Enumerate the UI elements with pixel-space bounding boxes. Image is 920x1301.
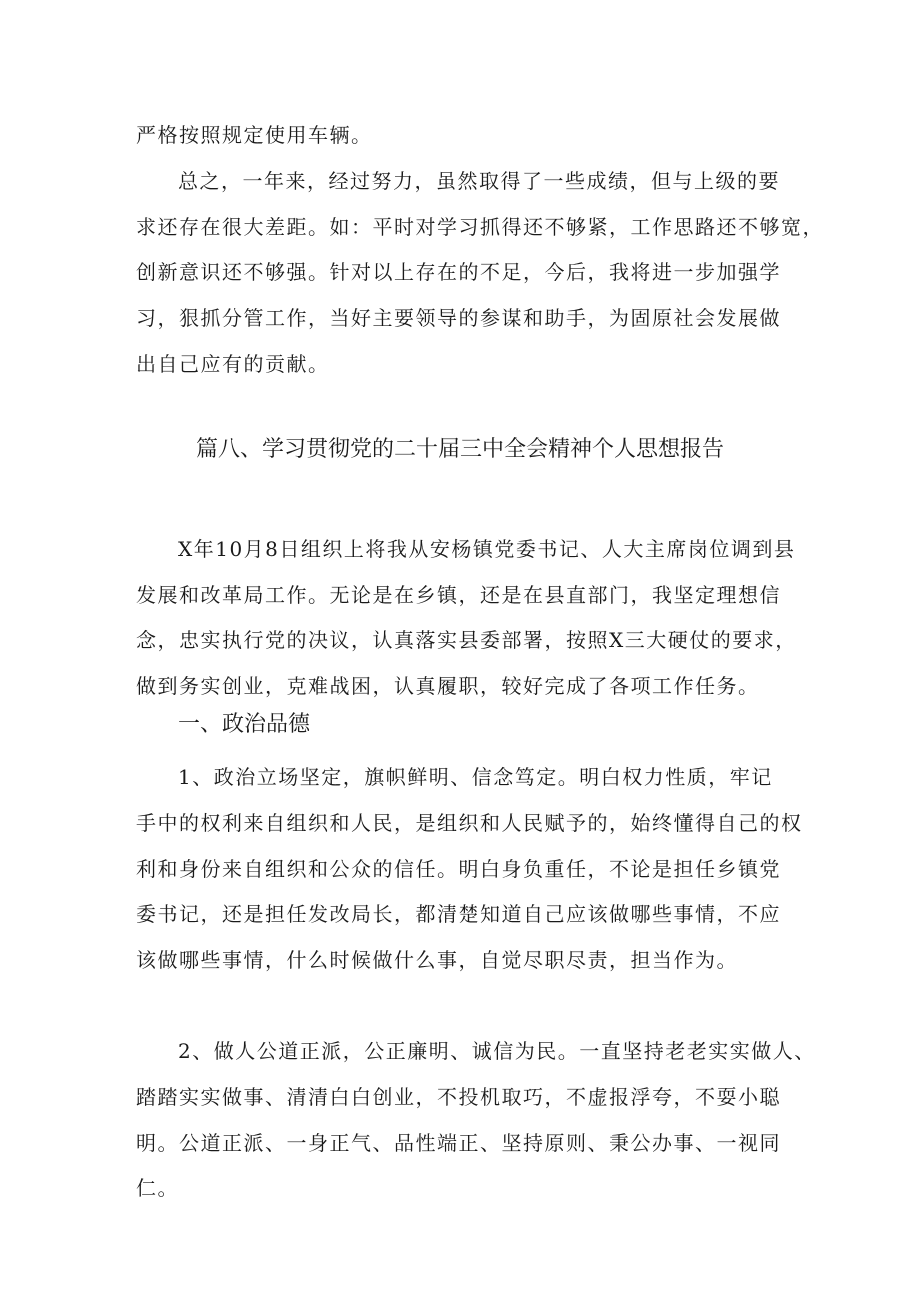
point-2-line: 踏踏实实做事、清清白白创业，不投机取巧，不虚报浮夸，不耍小聪: [136, 1085, 781, 1109]
opening-line: 发展和改革局工作。无论是在乡镇，还是在县直部门，我坚定理想信: [136, 583, 781, 607]
point-1-line: 1、政治立场坚定，旗帜鲜明、信念笃定。明白权力性质，牢记: [178, 765, 773, 789]
intro-line: 严格按照规定使用车辆。: [136, 123, 373, 147]
opening-line: 念，忠实执行党的决议，认真落实县委部署，按照X三大硬仗的要求，: [136, 628, 797, 652]
point-2-line: 仁。: [136, 1176, 179, 1200]
point-1-line: 委书记，还是担任发改局长，都清楚知道自己应该做哪些事情，不应: [136, 902, 781, 926]
section-title: 篇八、学习贯彻党的二十届三中全会精神个人思想报告: [195, 437, 724, 462]
point-1-line: 手中的权利来自组织和人民，是组织和人民赋予的，始终懂得自己的权: [136, 811, 803, 835]
summary-line: 总之，一年来，经过努力，虽然取得了一些成绩，但与上级的要: [178, 169, 780, 193]
opening-line: 做到务实创业，克难战困，认真履职，较好完成了各项工作任务。: [136, 674, 760, 698]
point-1-line: 利和身份来自组织和公众的信任。明白身负重任，不论是担任乡镇党: [136, 857, 781, 881]
point-2-line: 2、做人公道正派，公正廉明、诚信为民。一直坚持老老实实做人、: [178, 1039, 816, 1063]
heading-political-morality: 一、政治品德: [178, 712, 311, 737]
summary-line: 出自己应有的贡献。: [136, 352, 330, 376]
point-1-line: 该做哪些事情，什么时候做什么事，自觉尽职尽责，担当作为。: [136, 948, 738, 972]
summary-line: 求还存在很大差距。如：平时对学习抓得还不够紧，工作思路还不够宽，: [136, 215, 824, 239]
summary-line: 习，狠抓分管工作，当好主要领导的参谋和助手，为固原社会发展做: [136, 306, 781, 330]
summary-line: 创新意识还不够强。针对以上存在的不足，今后，我将进一步加强学: [136, 260, 781, 284]
opening-line: X年10月8日组织上将我从安杨镇党委书记、人大主席岗位调到县: [178, 537, 796, 561]
point-2-line: 明。公道正派、一身正气、品性端正、坚持原则、秉公办事、一视同: [136, 1131, 781, 1155]
